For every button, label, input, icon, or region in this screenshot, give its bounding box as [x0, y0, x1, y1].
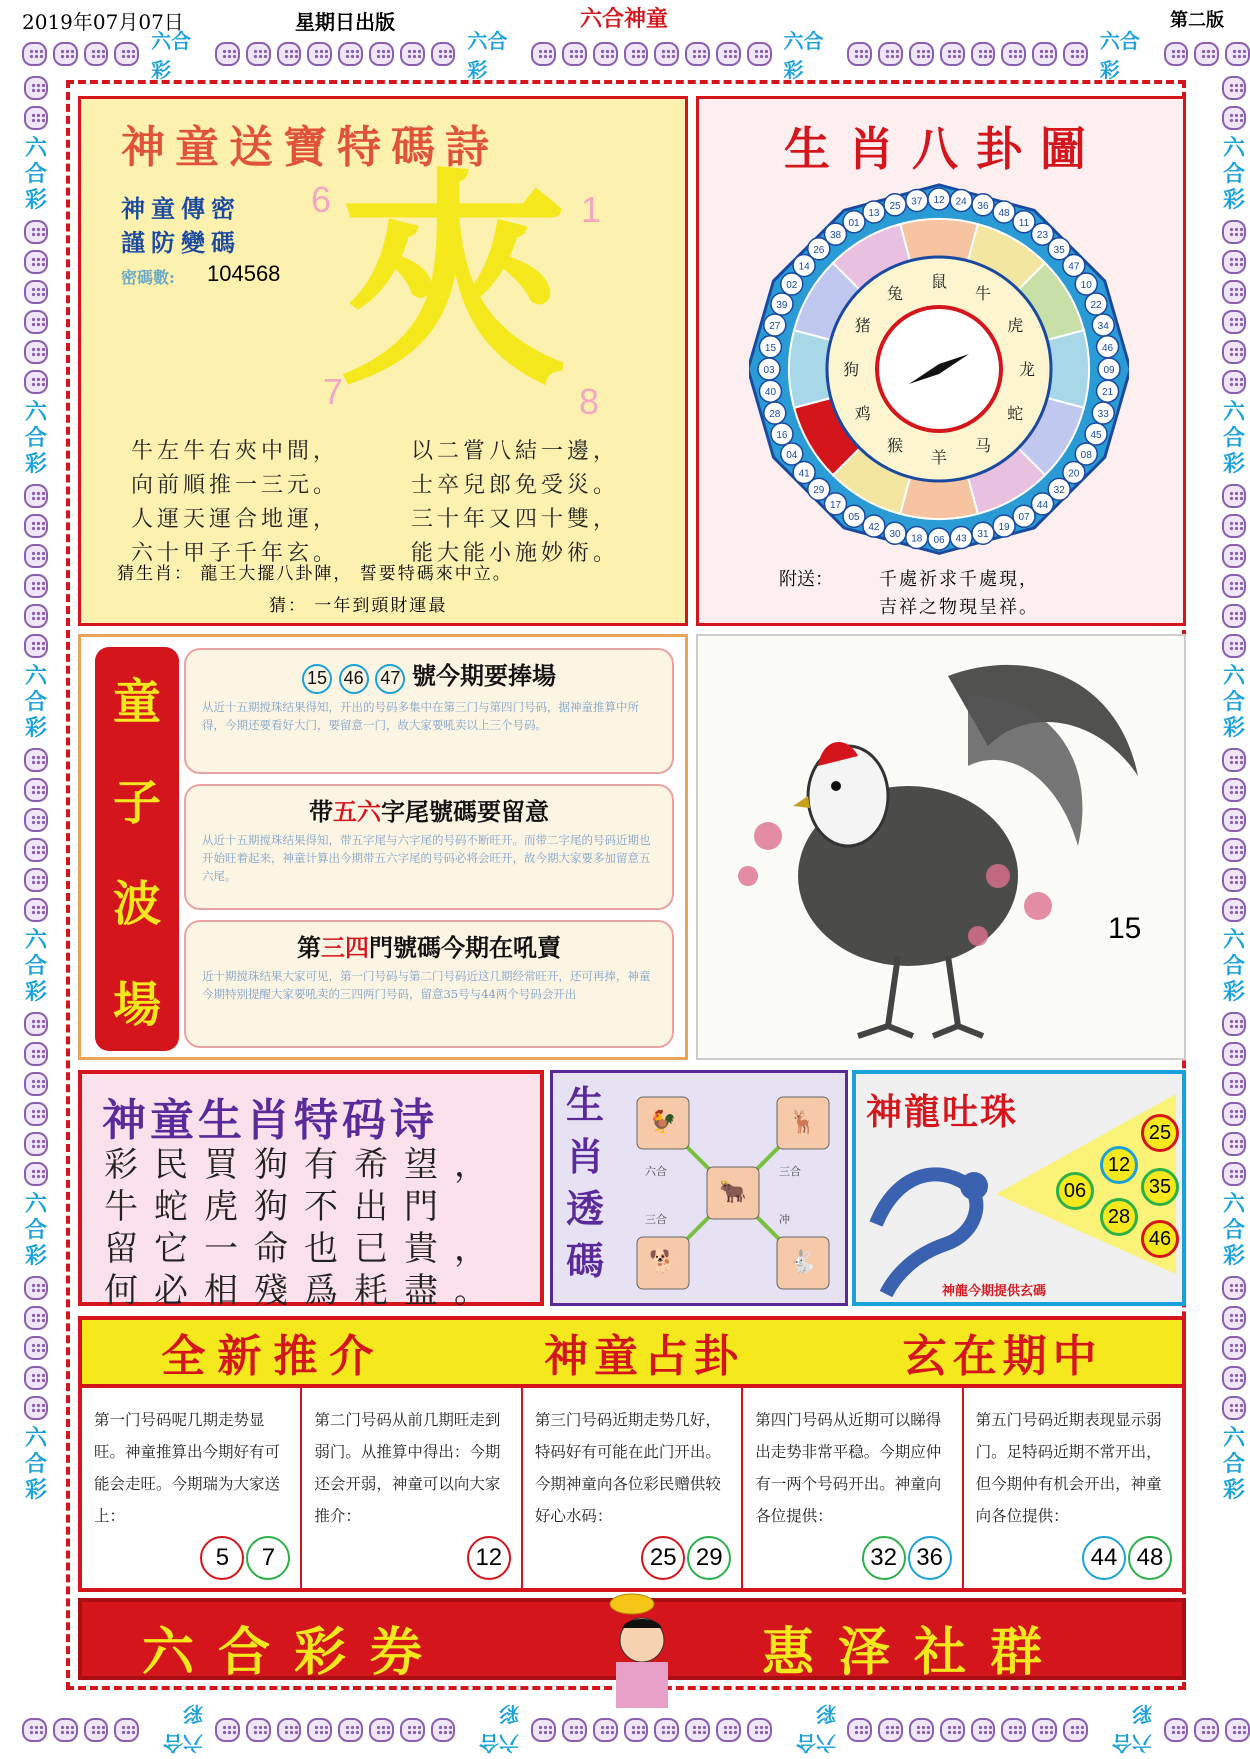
- ring-number: 47: [1068, 261, 1080, 273]
- hot-number: 46: [339, 664, 369, 694]
- door-number: 5: [200, 1536, 244, 1580]
- left-border: 六合彩 六合彩 六合彩 六合彩 六合彩 六合彩: [20, 76, 52, 1504]
- ring-number: 12: [933, 195, 945, 206]
- zodiac-char: 猴: [886, 436, 904, 456]
- big-character: 夾: [339, 150, 570, 417]
- wave-item-text: 从近十五期搅珠结果得知，带五字尾与六字尾的号码不断旺开。而带二字尾的号码近期也开始旺着起来，神童计算出今期带五六字尾的号码必将会旺开，故今期大家要多加留意五六尾。: [202, 833, 651, 883]
- banner-part-2: 神童占卦: [543, 1331, 744, 1382]
- masthead: 六合神童: [580, 6, 669, 32]
- rooster-number: 15: [1108, 912, 1142, 945]
- dragon-ball: 35: [1141, 1168, 1179, 1206]
- svg-text:🐂: 🐂: [719, 1180, 747, 1205]
- ring-number: 03: [763, 365, 775, 376]
- label-liuhe: 六合: [645, 1165, 667, 1178]
- ring-number: 06: [933, 535, 945, 546]
- guess-line: 猜： 一年到頭財運最: [269, 596, 448, 616]
- banner-part-1: 全新推介: [161, 1331, 386, 1382]
- ring-number: 16: [776, 430, 788, 442]
- ring-number: 42: [868, 522, 880, 534]
- door-number: 44: [1082, 1536, 1126, 1580]
- door-number: 48: [1128, 1536, 1172, 1580]
- guess-zodiac: 猜生肖： 龍王大擺八卦陣， 誓要特碼來中立。: [117, 564, 512, 584]
- svg-text:🐕: 🐕: [649, 1250, 677, 1275]
- poem-title: 神童送寶特碼詩: [121, 122, 499, 173]
- door-1: 第一门号码呢几期走势显旺。神童推算出今期好有可能会走旺。今期瑞为大家送上： 5 7: [82, 1388, 302, 1588]
- dragon-panel: [852, 1070, 1186, 1306]
- door-number: 25: [641, 1536, 685, 1580]
- ring-number: 02: [786, 280, 798, 291]
- ring-number: 10: [1080, 280, 1092, 291]
- ring-number: 39: [776, 299, 788, 311]
- ring-number: 17: [829, 499, 842, 511]
- bagua-panel: [696, 96, 1186, 626]
- ring-number: 24: [955, 196, 967, 208]
- ring-number: 19: [998, 522, 1010, 534]
- ring-number: 15: [764, 342, 777, 354]
- ring-number: 11: [1018, 217, 1030, 229]
- ring-number: 43: [955, 533, 967, 545]
- wave-item-text: 从近十五期搅珠结果得知，开出的号码多集中在第三门与第四门号码，据神童推算中所得，今期还要看好大门，要留意一门，故大家要吼卖以上三个号码。: [202, 699, 639, 732]
- wheel-segment: [1047, 330, 1089, 408]
- ring-number: 34: [1097, 321, 1109, 333]
- ring-number: 46: [1101, 342, 1114, 354]
- ring-number: 44: [1036, 499, 1049, 511]
- ring-number: 04: [786, 450, 798, 461]
- door-columns: [82, 1388, 1182, 1588]
- zodiac-char: 兔: [886, 283, 904, 303]
- ring-number: 40: [764, 387, 777, 399]
- door-number: 36: [908, 1536, 952, 1580]
- ring-number: 32: [1053, 485, 1065, 497]
- zodiac-char: 虎: [1007, 316, 1024, 335]
- corner-num-bl: 7: [323, 371, 344, 412]
- bagua-wheel: [749, 179, 1129, 559]
- ring-number: 29: [813, 485, 825, 497]
- right-poem: 以二嘗八結一邊， 士卒兒郎免受災。 三十年又四十雙， 能大能小施妙術。: [411, 439, 620, 566]
- zodiac-char: 猪: [854, 316, 871, 335]
- corner-num-tr: 1: [581, 189, 602, 230]
- door-2: 第二门号码从前几期旺走到弱门。从推算中得出：今期还会开弱，神童可以向大家推介： 12: [302, 1388, 522, 1588]
- tou-ma-panel: [550, 1070, 848, 1306]
- right-border: 六合彩 六合彩 六合彩 六合彩 六合彩 六合彩: [1218, 76, 1250, 1504]
- lucky-boy-mascot: [572, 1588, 692, 1708]
- ring-number: 05: [848, 512, 860, 524]
- poem-panel: [78, 96, 688, 626]
- ring-number: 33: [1097, 408, 1109, 420]
- svg-text:🦌: 🦌: [789, 1110, 817, 1135]
- top-border: 六合彩 六合彩 六合彩 六合彩: [22, 36, 1250, 72]
- svg-text:🐓: 🐓: [649, 1110, 677, 1135]
- ring-number: 18: [911, 533, 923, 545]
- footer-left: 六合彩券: [142, 1623, 447, 1683]
- ring-number: 48: [998, 207, 1010, 219]
- wave-item-text: 近十期搅珠结果大家可见，第一门号码与第二门号码近这几期经常旺开，还可再捧，神童今期特别提醒大家要吼卖的三四两门号码，留意35号与44两个号码会开出: [202, 969, 651, 1001]
- tou-ma-diagram: [623, 1083, 843, 1299]
- label-sanhe-2: 三合: [645, 1213, 667, 1226]
- ring-number: 37: [911, 196, 923, 208]
- wave-vertical-title: 童 子 波 場: [95, 647, 179, 1051]
- gift-line1: 千處祈求千處現，: [879, 569, 1039, 590]
- zodiac-poem-lines: 彩民買狗有希望， 牛蛇虎狗不出門 留它一命也已貴， 何必相殘爲耗盡。: [104, 1145, 504, 1311]
- svg-text:🐇: 🐇: [789, 1250, 817, 1275]
- ring-number: 36: [977, 200, 989, 212]
- dragon-title: 神龍吐珠: [866, 1091, 1019, 1133]
- label-chong: 冲: [779, 1213, 790, 1226]
- bagua-title: 生肖八卦圖: [784, 122, 1104, 176]
- wave-item-1: 15 46 47 號今期要捧場 从近十五期搅珠结果得知，开出的号码多集中在第三门与第四门号码，据神童推算中所得，今期还要看好大门，要留意一门，故大家要吼卖以上三个号码。: [184, 648, 674, 774]
- rooster-image: [698, 636, 1186, 1060]
- corner-num-tl: 6: [311, 179, 332, 220]
- label-sanhe-1: 三合: [779, 1165, 801, 1178]
- ring-number: 38: [829, 230, 842, 242]
- ring-number: 35: [1053, 244, 1065, 256]
- dragon-ball: 12: [1100, 1146, 1138, 1184]
- ring-number: 25: [889, 200, 901, 212]
- ring-number: 45: [1090, 430, 1102, 442]
- door-number: 7: [246, 1536, 290, 1580]
- gift-line2: 吉祥之物現呈祥。: [879, 597, 1039, 618]
- zodiac-char: 羊: [930, 448, 948, 467]
- ring-number: 08: [1080, 450, 1092, 461]
- ring-number: 22: [1090, 299, 1102, 311]
- doors-panel: [78, 1316, 1186, 1592]
- code-value: 104568: [207, 261, 281, 286]
- dragon-ball: 46: [1141, 1220, 1179, 1258]
- hot-number: 47: [375, 664, 405, 694]
- secret-line1: 神童傳密: [121, 194, 241, 223]
- door-number: 29: [687, 1536, 731, 1580]
- dragon-art: [856, 1074, 1186, 1306]
- zodiac-poem-panel: [78, 1070, 544, 1311]
- zodiac-char: 蛇: [1007, 404, 1024, 423]
- ring-number: 21: [1101, 387, 1114, 399]
- dragon-ball: 25: [1141, 1114, 1179, 1152]
- ring-number: 13: [868, 207, 880, 219]
- ring-number: 14: [798, 261, 810, 273]
- zodiac-char: 马: [974, 436, 992, 456]
- banner: [82, 1320, 1182, 1388]
- ring-number: 30: [889, 529, 901, 541]
- wave-item-2: 带五六字尾號碼要留意 从近十五期搅珠结果得知，带五字尾与六字尾的号码不断旺开。而带二字尾的号码近期也开始旺着起来，神童计算出今期带五六字尾的号码必将会旺开，故今期大家要多加留意五六尾。: [184, 784, 674, 910]
- ring-number: 31: [977, 529, 989, 541]
- code-label: 密碼數:: [121, 268, 175, 287]
- ring-number: 27: [769, 321, 781, 333]
- wave-item-3: 第三四門號碼今期在吼賣 近十期搅珠结果大家可见，第一门号码与第二门号码近这几期经常旺开，还可再捧，神童今期特别提醒大家要吼卖的三四两门号码，留意35号与44两个号码会开出: [184, 920, 674, 1048]
- ring-number: 23: [1036, 230, 1049, 242]
- bottom-border: 六合彩 六合彩 六合彩 六合彩: [22, 1712, 1250, 1748]
- zodiac-char: 龙: [1018, 360, 1036, 379]
- issue-date: 2019年07月07日: [22, 10, 184, 34]
- hot-number: 15: [302, 664, 332, 694]
- wheel-segment: [900, 477, 978, 519]
- edition-label: 第二版: [1170, 10, 1224, 31]
- zodiac-char: 牛: [974, 283, 992, 303]
- left-poem: 牛左牛右夾中間， 向前順推一三元。 人運天運合地運， 六十甲子千年玄。: [131, 439, 340, 566]
- tou-ma-title: 生 肖 透 碼: [565, 1082, 604, 1283]
- ring-number: 20: [1068, 468, 1080, 480]
- ring-number: 28: [769, 408, 781, 420]
- secret-line2: 謹防變碼: [121, 228, 241, 257]
- zodiac-char: 鼠: [930, 272, 948, 291]
- ring-number: 41: [798, 468, 810, 480]
- zodiac-char: 鸡: [854, 404, 871, 423]
- door-5: 第五门号码近期表现显示弱门。足特码近期不常开出，但今期仲有机会开出，神童向各位提供： 44 48: [964, 1388, 1182, 1588]
- zodiac-poem-title: 神童生肖特码诗: [102, 1095, 438, 1146]
- footer-banner: [78, 1598, 1186, 1683]
- rooster-panel: [696, 634, 1186, 1060]
- footer-right: 惠泽社群: [762, 1623, 1067, 1683]
- ring-number: 09: [1103, 365, 1115, 376]
- door-3: 第三门号码近期走势几好，特码好有可能在此门开出。今期神童向各位彩民赠供较好心水码： 25 29: [523, 1388, 743, 1588]
- door-4: 第四门号码从近期可以睇得出走势非常平稳。今期应仲有一两个号码开出。神童向各位提供： 32 36: [743, 1388, 963, 1588]
- ring-number: 01: [848, 217, 860, 229]
- ring-number: 26: [813, 244, 825, 256]
- zodiac-char: 狗: [842, 360, 860, 379]
- ring-number: 07: [1018, 512, 1030, 524]
- dragon-caption: 神龍今期提供玄碼: [942, 1284, 1047, 1299]
- banner-part-3: 玄在期中: [902, 1331, 1103, 1382]
- wheel-segment: [789, 330, 831, 408]
- dragon-ball: 28: [1100, 1198, 1138, 1236]
- dragon-ball: 06: [1056, 1172, 1094, 1210]
- door-number: 32: [862, 1536, 906, 1580]
- corner-num-br: 8: [579, 381, 600, 422]
- gift-label: 附送：: [779, 569, 833, 590]
- door-number: 12: [467, 1536, 511, 1580]
- wheel-segment: [900, 219, 978, 261]
- weekday-label: 星期日出版: [295, 10, 395, 34]
